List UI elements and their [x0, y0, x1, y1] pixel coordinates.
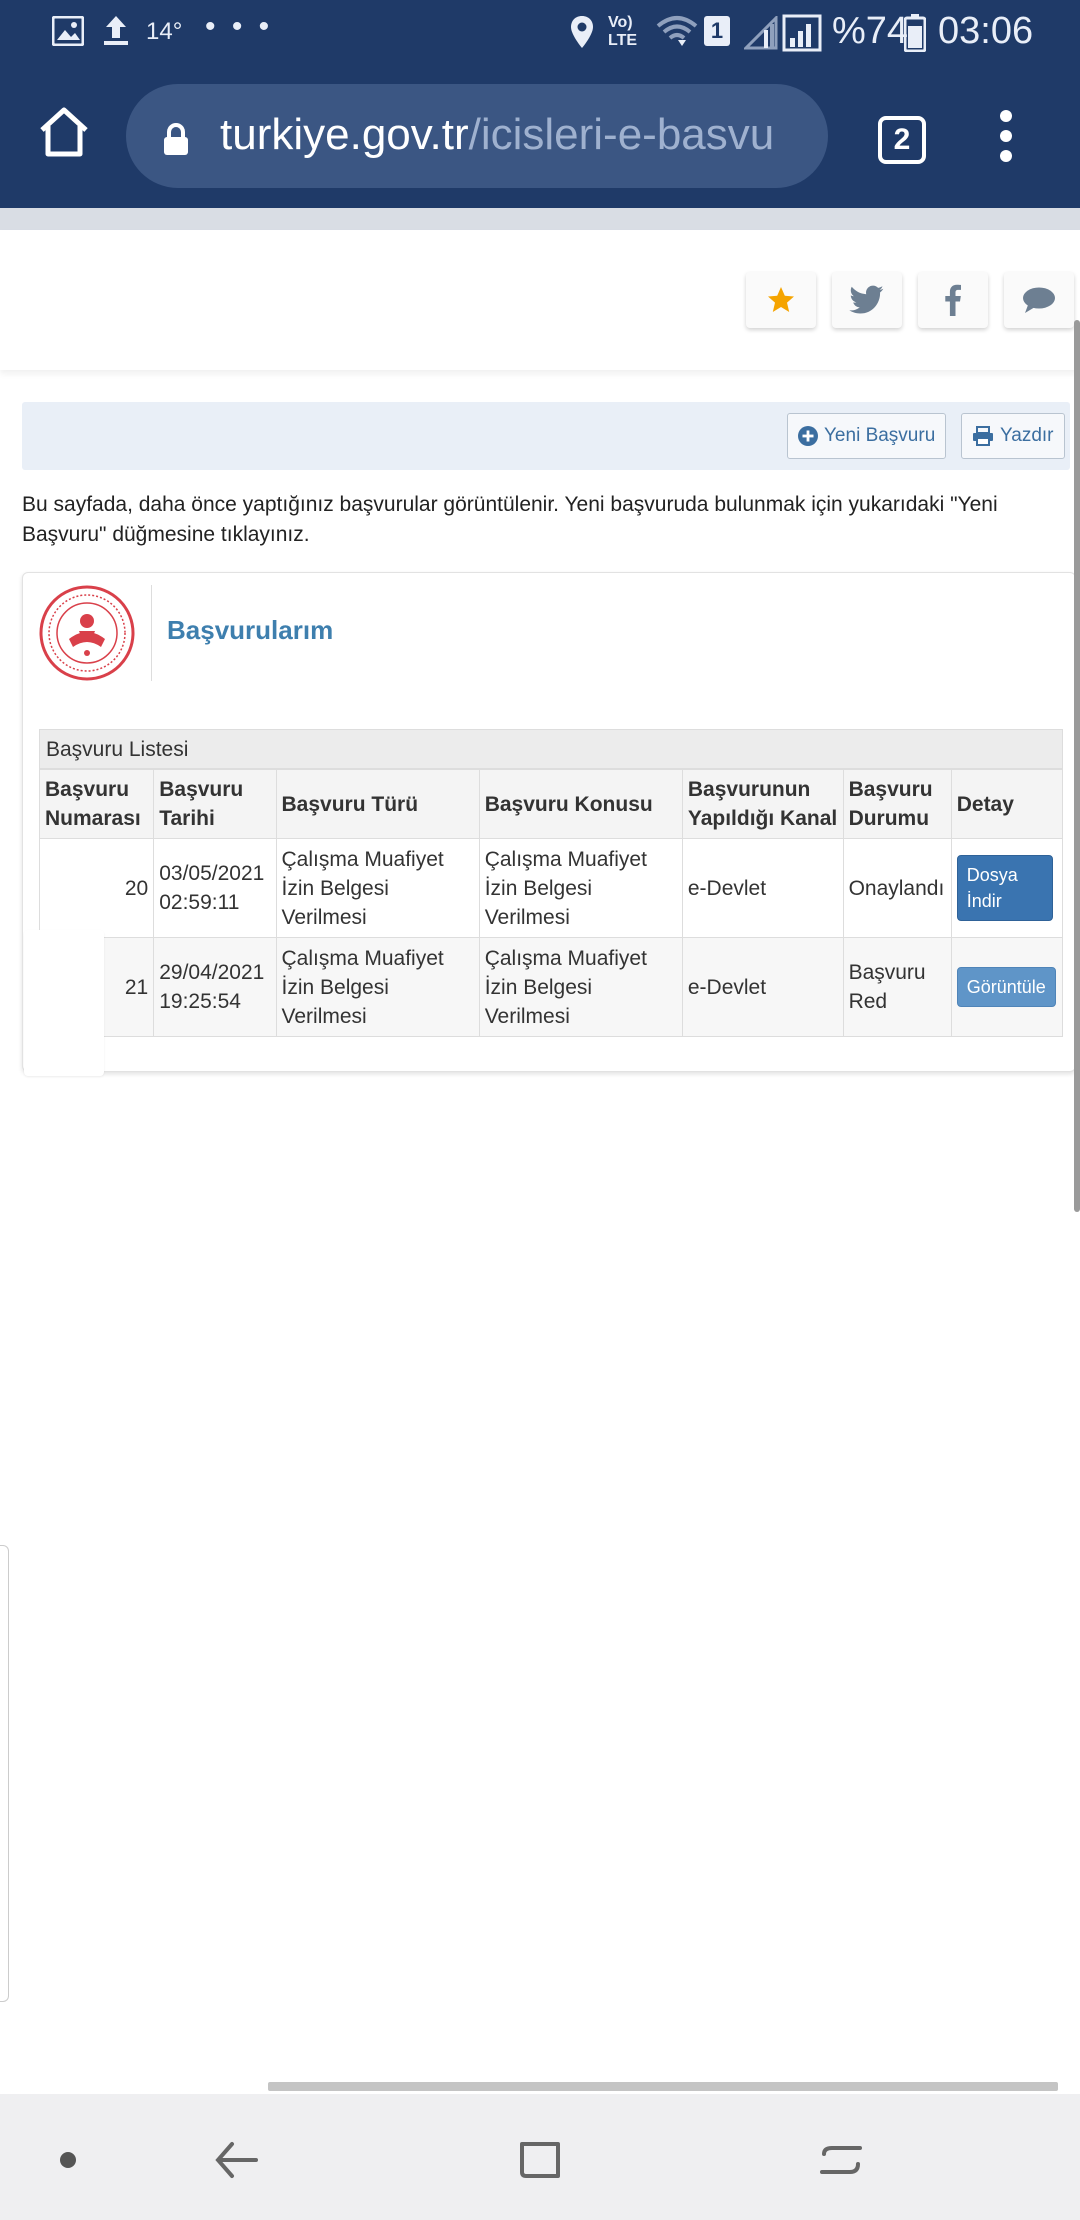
applications-table: [39, 769, 1063, 1037]
browser-menu-button[interactable]: [994, 110, 1018, 166]
new-application-button[interactable]: [787, 413, 946, 459]
column-header-date: Başvuru Tarihi: [154, 770, 276, 839]
location-icon: [568, 14, 596, 50]
plus-circle-icon: [798, 426, 818, 446]
status-bar: [0, 0, 1080, 66]
url-row: [0, 66, 1080, 208]
url-host: turkiye.gov.tr: [220, 110, 469, 159]
page-top-shadow: [0, 208, 1080, 230]
column-header-subject: Başvuru Konusu: [479, 770, 682, 839]
twitter-share-button[interactable]: [832, 272, 902, 328]
more-notifications-icon: • • •: [205, 10, 274, 43]
cell-detail: [951, 938, 1062, 1037]
facebook-icon: [944, 284, 962, 316]
comment-button[interactable]: [1004, 272, 1074, 328]
battery-percent: %74: [832, 10, 909, 52]
table-row: [40, 839, 1063, 938]
cell-detail: [951, 839, 1062, 938]
home-nav-icon[interactable]: [510, 2130, 570, 2190]
cell-type: Çalışma Muafiyet İzin Belgesi Verilmesi: [276, 938, 479, 1037]
upload-icon: [102, 14, 130, 46]
cell-subject: Çalışma Muafiyet İzin Belgesi Verilmesi: [479, 839, 682, 938]
cell-date: 29/04/2021 19:25:54: [154, 938, 276, 1037]
cell-number: 21: [40, 938, 154, 1037]
nav-hide-dot[interactable]: [60, 2152, 76, 2168]
address-bar[interactable]: [126, 84, 828, 188]
side-panel-handle[interactable]: [0, 1545, 9, 2002]
overlay-patch: [24, 930, 104, 1076]
action-bar: [22, 402, 1070, 470]
battery-icon: [904, 14, 926, 52]
print-label: Yazdır: [1000, 425, 1054, 446]
cell-number: 20: [40, 839, 154, 938]
view-button[interactable]: Görüntüle: [957, 967, 1056, 1007]
favorite-button[interactable]: [746, 272, 816, 328]
wifi-icon: [656, 14, 698, 48]
star-icon: [766, 285, 796, 315]
home-icon[interactable]: [36, 104, 92, 160]
horizontal-scrollbar[interactable]: [268, 2082, 1058, 2091]
browser-chrome: [0, 0, 1080, 208]
url-path: /icisleri-e-basvu: [468, 110, 775, 159]
ministry-logo-icon: [39, 585, 135, 681]
cell-channel: e-Devlet: [682, 839, 843, 938]
column-header-detail: Detay: [951, 770, 1062, 839]
volte-indicator: [608, 14, 637, 50]
volte-label: Vo): [608, 14, 633, 31]
url-text: [220, 110, 810, 160]
temperature-text: 14°: [146, 18, 183, 45]
comment-icon: [1022, 286, 1056, 314]
sim-badge: 1: [704, 16, 730, 46]
cell-channel: e-Devlet: [682, 938, 843, 1037]
twitter-icon: [849, 285, 885, 315]
table-row: [40, 938, 1063, 1037]
list-caption: Başvuru Listesi: [39, 729, 1063, 769]
signal-icon-2: [782, 14, 822, 52]
cell-status: Başvuru Red: [843, 938, 951, 1037]
lte-label: LTE: [608, 32, 638, 49]
clock: 03:06: [938, 10, 1034, 52]
cell-subject: Çalışma Muafiyet İzin Belgesi Verilmesi: [479, 938, 682, 1037]
new-application-label: Yeni Başvuru: [824, 425, 936, 446]
column-header-type: Başvuru Türü: [276, 770, 479, 839]
printer-icon: [972, 426, 994, 446]
vertical-scrollbar[interactable]: [1074, 320, 1080, 1212]
facebook-share-button[interactable]: [918, 272, 988, 328]
applications-card: [22, 572, 1076, 1072]
cell-status: Onaylandı: [843, 839, 951, 938]
lock-icon: [162, 122, 190, 156]
navigation-bar: [0, 2094, 1080, 2220]
cell-type: Çalışma Muafiyet İzin Belgesi Verilmesi: [276, 839, 479, 938]
signal-icon-1: [744, 16, 778, 50]
intro-text: Bu sayfada, daha önce yaptığınız başvurular görüntülenir. Yeni başvuruda bulunmak için yukarıdaki "Yeni Başvuru" düğmesine tıklayınız.: [22, 493, 998, 546]
tab-switcher-button[interactable]: 2: [878, 116, 926, 164]
column-header-number: Başvuru Numarası: [40, 770, 154, 839]
card-title: Başvurularım: [167, 615, 334, 645]
table-header-row: [40, 770, 1063, 839]
gallery-icon: [52, 16, 84, 46]
logo-divider: [151, 585, 152, 681]
column-header-status: Başvuru Durumu: [843, 770, 951, 839]
download-file-button[interactable]: Dosya İndir: [957, 855, 1053, 921]
recents-icon[interactable]: [812, 2130, 872, 2190]
cell-date: 03/05/2021 02:59:11: [154, 839, 276, 938]
back-icon[interactable]: [208, 2130, 268, 2190]
column-header-channel: Başvurunun Yapıldığı Kanal: [682, 770, 843, 839]
print-button[interactable]: [961, 413, 1065, 459]
page-header: [0, 230, 1080, 370]
